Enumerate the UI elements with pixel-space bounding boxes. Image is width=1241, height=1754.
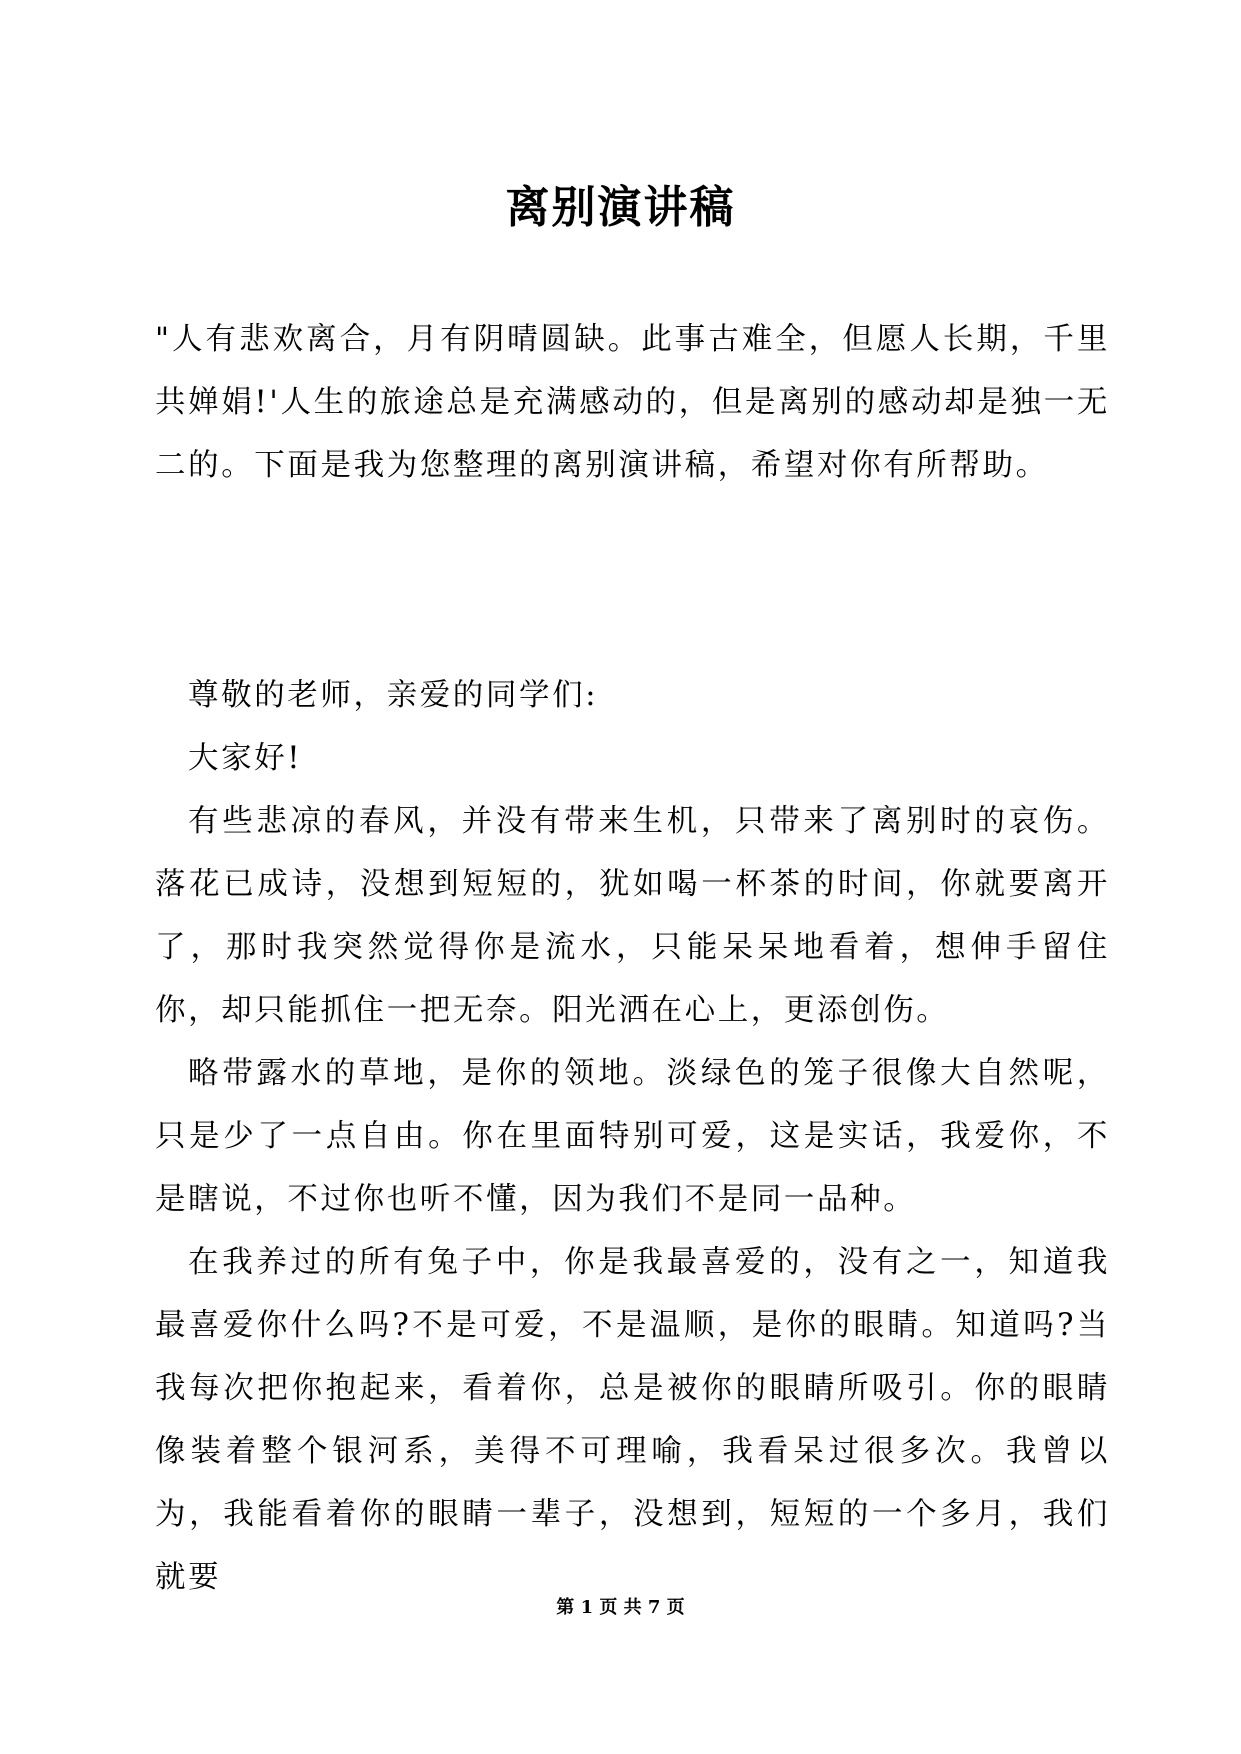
body-paragraph: 在我养过的所有兔子中，你是我最喜爱的，没有之一，知道我最喜爱你什么吗?不是可爱，不是温顺，是你的眼睛。知道吗?当我每次把你抱起来，看着你，总是被你的眼睛所吸引。你的眼睛像装着整个银河系，美得不可理喻，我看呆过很多次。我曾以为，我能看着你的眼睛一辈子，没想到，短短的一个多月，我们就要 xyxy=(155,1245,1110,1595)
greeting: 大家好! xyxy=(188,741,303,776)
salutation: 尊敬的老师，亲爱的同学们: xyxy=(188,678,599,713)
body-text xyxy=(155,664,1110,1609)
body-paragraph: 有些悲凉的春风，并没有带来生机，只带来了离别时的哀伤。落花已成诗，没想到短短的，犹如喝一杯茶的时间，你就要离开了，那时我突然觉得你是流水，只能呆呆地看着，想伸手留住你，却只能抓住一把无奈。阳光洒在心上，更添创伤。 xyxy=(155,804,1110,1028)
document-title: 离别演讲稿 xyxy=(505,182,736,233)
page-number-footer: 第 1 页 共 7 页 xyxy=(556,1597,685,1618)
intro-paragraph: "人有悲欢离合，月有阴晴圆缺。此事古难全，但愿人长期，千里共婵娟!'人生的旅途总是充满感动的，但是离别的感动却是独一无二的。下面是我为您整理的离别演讲稿，希望对你有所帮助。 xyxy=(155,322,1110,483)
body-paragraph: 略带露水的草地，是你的领地。淡绿色的笼子很像大自然呢，只是少了一点自由。你在里面特别可爱，这是实话，我爱你，不是瞎说，不过你也听不懂，因为我们不是同一品种。 xyxy=(155,1056,1110,1217)
